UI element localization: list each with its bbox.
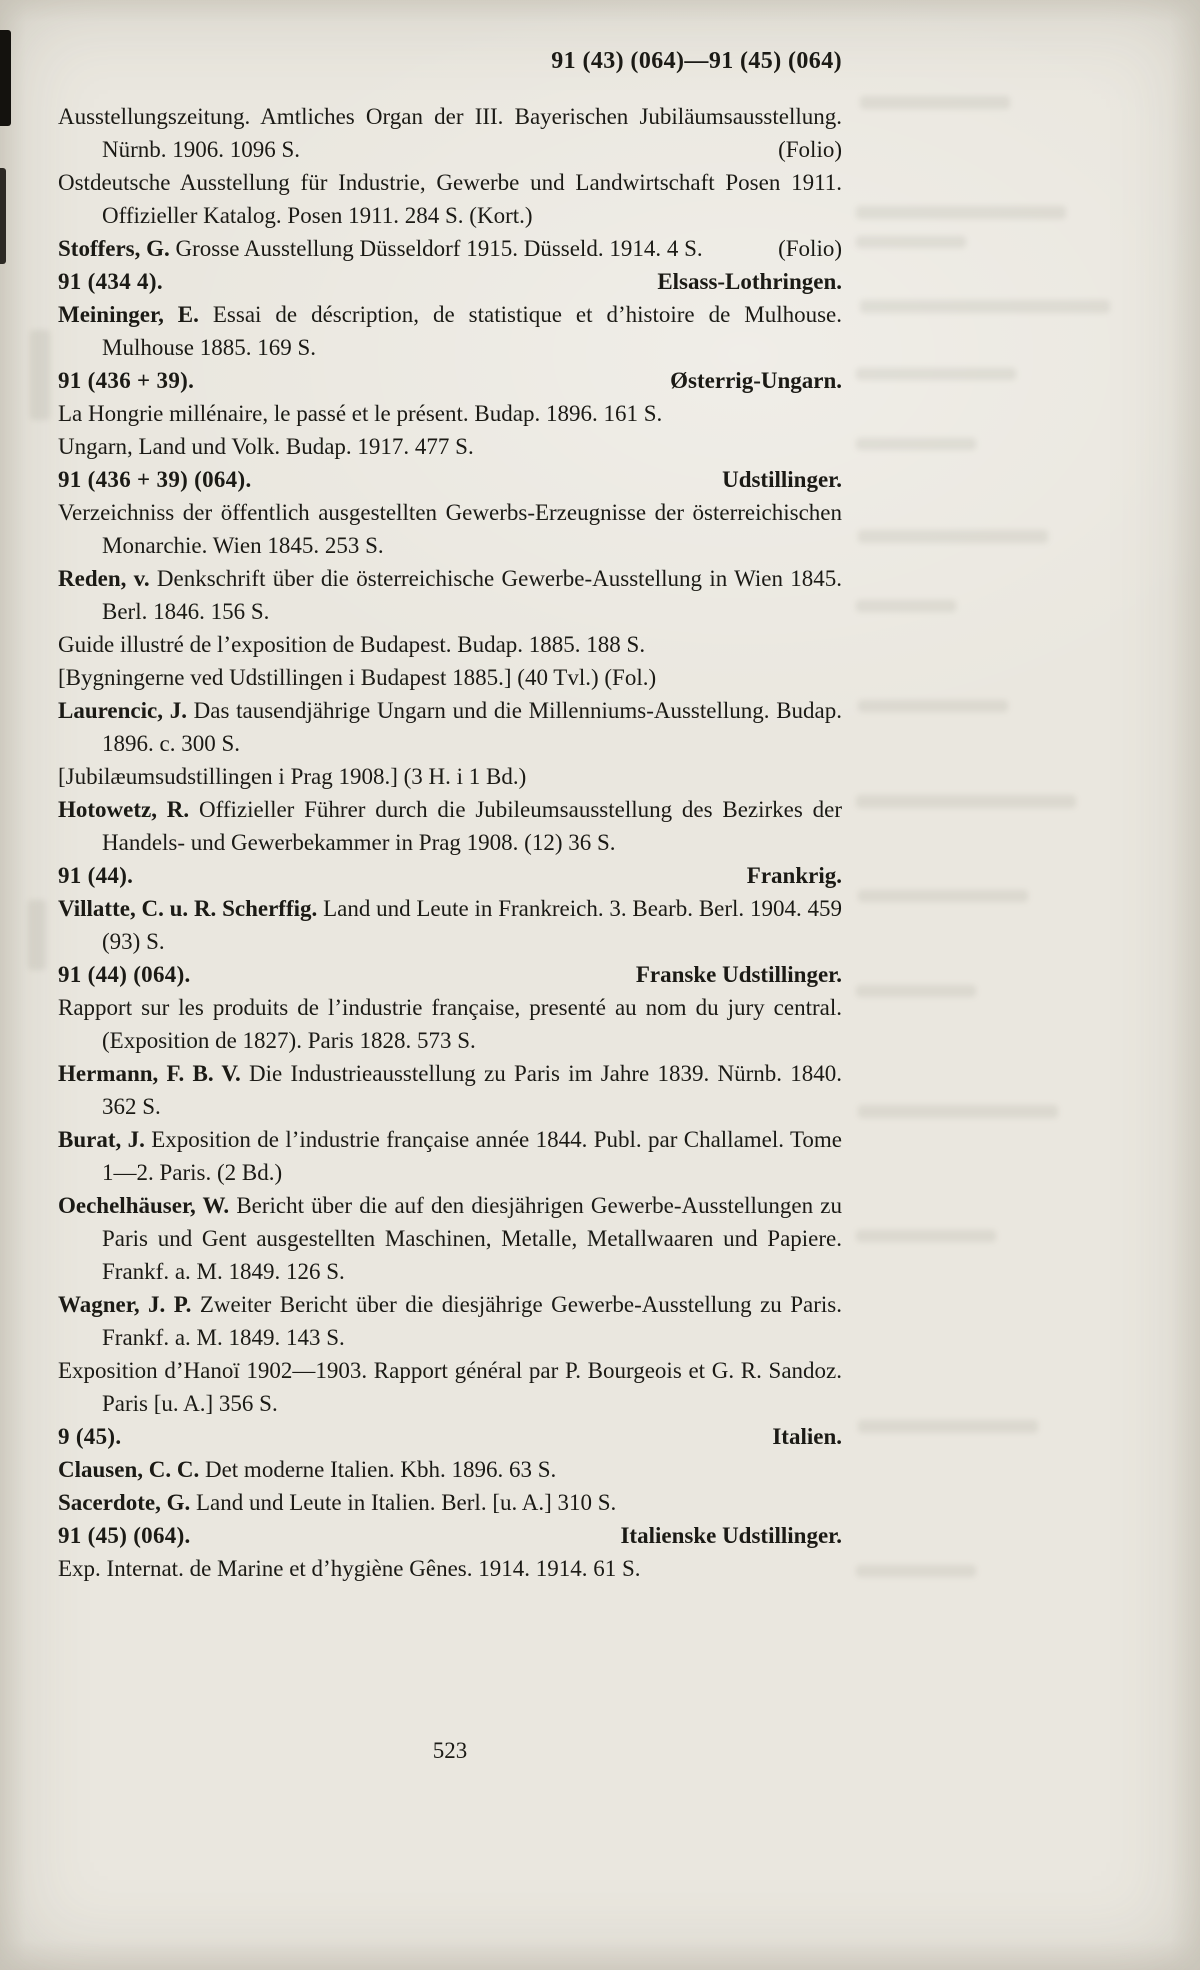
section-category-label: Franske Udstillinger. <box>635 962 842 987</box>
bleedthrough-smudge <box>856 1230 996 1242</box>
bleedthrough-smudge <box>856 600 956 612</box>
bleedthrough-smudge <box>856 206 1066 219</box>
entry-text: Guide illustré de l’exposition de Budapest. Budap. 1885. 188 S. <box>58 632 646 657</box>
section-classification-code: 91 (434 4). <box>58 269 163 294</box>
entry-text: Ausstellungszeitung. Amtliches Organ der III. Bayerischen Jubiläumsausstellung. Nürnb. 1906. 1096 S. <box>58 104 842 162</box>
bleedthrough-smudge <box>858 530 1048 543</box>
entry-author: Villatte, C. u. R. Scherffig. <box>58 896 318 921</box>
entry-text: Ungarn, Land und Volk. Budap. 1917. 477 S. <box>58 434 474 459</box>
entry-text: La Hongrie millénaire, le passé et le présent. Budap. 1896. 161 S. <box>58 401 663 426</box>
entry-text: Essai de déscription, de statistique et d’histoire de Mulhouse. Mulhouse 1885. 169 S. <box>102 302 843 360</box>
bibliography-entry <box>58 793 842 859</box>
bibliography-entry <box>58 100 842 166</box>
bibliography-entry <box>58 1354 842 1420</box>
entry-author: Stoffers, G. <box>58 236 170 261</box>
bleedthrough-smudge <box>860 300 1110 313</box>
entry-text: Land und Leute in Frankreich. 3. Bearb. Berl. 1904. 459 (93) S. <box>102 896 842 954</box>
section-heading <box>58 958 842 991</box>
entry-text: Grosse Ausstellung Düsseldorf 1915. Düsseld. 1914. 4 S. <box>175 236 703 261</box>
section-classification-code: 9 (45). <box>58 1424 122 1449</box>
entry-text: Exp. Internat. de Marine et d’hygiène Gênes. 1914. 1914. 61 S. <box>58 1556 641 1581</box>
entry-author: Wagner, J. P. <box>58 1292 192 1317</box>
bibliography-entry <box>58 694 842 760</box>
entry-text: Ostdeutsche Ausstellung für Industrie, Gewerbe und Landwirtschaft Posen 1911. Offizieller Katalog. Posen 1911. 284 S. (Kort.) <box>58 170 842 228</box>
bibliography-entry <box>58 1123 842 1189</box>
section-classification-code: 91 (436 + 39). <box>58 368 195 393</box>
entry-text: Die Industrieausstellung zu Paris im Jahre 1839. Nürnb. 1840. 362 S. <box>102 1061 842 1119</box>
page-number: 523 <box>432 1738 468 1763</box>
entry-text: Rapport sur les produits de l’industrie française, presenté au nom du jury central. (Exposition de 1827). Paris 1828. 573 S. <box>58 995 842 1053</box>
section-heading <box>58 1519 842 1552</box>
entry-author: Reden, v. <box>58 566 150 591</box>
bleedthrough-smudge <box>856 236 966 248</box>
entry-author: Laurencic, J. <box>58 698 187 723</box>
section-classification-code: 91 (44) (064). <box>58 962 191 987</box>
bleedthrough-smudge <box>856 795 1076 808</box>
bleedthrough-smudge <box>858 1105 1058 1118</box>
scan-edge-mark <box>0 30 11 126</box>
bibliography-entry <box>58 760 842 793</box>
scan-edge-mark <box>0 168 6 264</box>
entry-text: Denkschrift über die österreichische Gewerbe-Ausstellung in Wien 1845. Berl. 1846. 156 S. <box>102 566 843 624</box>
section-category-label: Udstillinger. <box>722 467 842 492</box>
bibliography-entry <box>58 430 842 463</box>
entry-text: Exposition d’Hanoï 1902—1903. Rapport général par P. Bourgeois et G. R. Sandoz. Paris [u. A.] 356 S. <box>58 1358 842 1416</box>
bleedthrough-smudge <box>860 96 1010 109</box>
entry-author: Meininger, E. <box>58 302 199 327</box>
entry-author: Hotowetz, R. <box>58 797 190 822</box>
section-heading <box>58 265 842 298</box>
bibliography-entry <box>58 1189 842 1288</box>
section-category-label: Italienske Udstillinger. <box>620 1523 842 1548</box>
bibliography-entry <box>58 562 842 628</box>
bibliography-entry <box>58 892 842 958</box>
section-heading <box>58 1420 842 1453</box>
bibliography-entry <box>58 496 842 562</box>
entry-format-label: (Folio) <box>778 236 842 261</box>
entry-text: Das tausendjährige Ungarn und die Millenniums-Ausstellung. Budap. 1896. c. 300 S. <box>102 698 843 756</box>
entry-text: [Bygningerne ved Udstillingen i Budapest 1885.] (40 Tvl.) (Fol.) <box>58 665 657 690</box>
bleedthrough-smudge <box>858 1420 1038 1433</box>
section-category-label: Frankrig. <box>746 863 842 888</box>
section-classification-code: 91 (45) (064). <box>58 1523 191 1548</box>
bibliography-entry <box>58 232 842 265</box>
bleedthrough-smudge <box>856 368 1016 380</box>
entry-author: Hermann, F. B. V. <box>58 1061 241 1086</box>
entry-author: Oechelhäuser, W. <box>58 1193 230 1218</box>
bleedthrough-smudge <box>856 1565 976 1577</box>
entry-text: Land und Leute in Italien. Berl. [u. A.] 310 S. <box>195 1490 617 1515</box>
section-heading <box>58 463 842 496</box>
bleedthrough-smudge <box>856 985 976 997</box>
bibliography-entry <box>58 1552 842 1585</box>
section-heading <box>58 859 842 892</box>
bleedthrough-smudge <box>28 900 46 970</box>
bleedthrough-smudge <box>30 330 50 420</box>
section-classification-code: 91 (436 + 39) (064). <box>58 467 252 492</box>
entry-text: Det moderne Italien. Kbh. 1896. 63 S. <box>204 1457 557 1482</box>
bibliography-list <box>58 100 842 1585</box>
bibliography-entry <box>58 397 842 430</box>
section-category-label: Elsass-Lothringen. <box>657 269 842 294</box>
entry-text: [Jubilæumsudstillingen i Prag 1908.] (3 H. i 1 Bd.) <box>58 764 527 789</box>
bibliography-entry <box>58 628 842 661</box>
bibliography-entry <box>58 1057 842 1123</box>
running-head-classification-code: 91 (43) (064)—91 (45) (064) <box>551 48 842 74</box>
entry-format-label: (Folio) <box>778 137 842 162</box>
bleedthrough-smudge <box>858 890 1028 902</box>
entry-text: Verzeichniss der öffentlich ausgestellten Gewerbs-Erzeugnisse der österreichischen Monarchie. Wien 1845. 253 S. <box>58 500 842 558</box>
section-classification-code: 91 (44). <box>58 863 134 888</box>
entry-text: Offizieller Führer durch die Jubileumsausstellung des Bezirkes der Handels- und Gewerbekammer in Prag 1908. (12) 36 S. <box>102 797 843 855</box>
entry-author: Clausen, C. C. <box>58 1457 200 1482</box>
entry-text: Bericht über die auf den diesjährigen Gewerbe-Ausstellungen zu Paris und Gent ausgestellten Maschinen, Metalle, Metallwaaren und Papiere. Frankf. a. M. 1849. 126 S. <box>102 1193 843 1284</box>
bibliography-entry <box>58 166 842 232</box>
bibliography-entry <box>58 1288 842 1354</box>
bleedthrough-smudge <box>856 438 976 450</box>
bibliography-entry <box>58 991 842 1057</box>
entry-text: Exposition de l’industrie française année 1844. Publ. par Challamel. Tome 1—2. Paris. (2 Bd.) <box>102 1127 843 1185</box>
bleedthrough-smudge <box>858 700 1008 712</box>
entry-author: Burat, J. <box>58 1127 145 1152</box>
bibliography-entry <box>58 661 842 694</box>
bibliography-entry <box>58 1453 842 1486</box>
section-heading <box>58 364 842 397</box>
bibliography-entry <box>58 1486 842 1519</box>
entry-author: Sacerdote, G. <box>58 1490 191 1515</box>
section-category-label: Italien. <box>772 1424 842 1449</box>
entry-text: Zweiter Bericht über die diesjährige Gewerbe-Ausstellung zu Paris. Frankf. a. M. 1849. 143 S. <box>102 1292 842 1350</box>
section-category-label: Østerrig-Ungarn. <box>670 368 842 393</box>
bibliography-entry <box>58 298 842 364</box>
